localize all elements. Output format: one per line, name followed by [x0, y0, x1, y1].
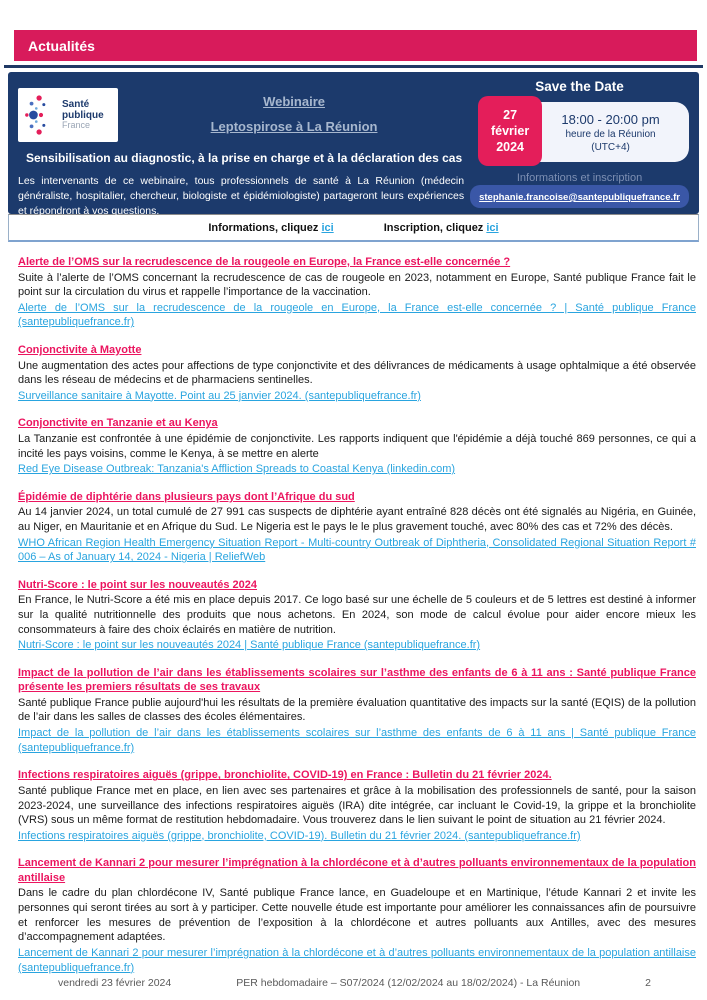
section-header-bar [14, 30, 697, 61]
section-body: La Tanzanie est confrontée à une épidémie de conjonctivite. Les rapports indiquent que l'épidémie a déjà touché 869 personnes, ce qui a incité les pays voisins, comme le Kenya, à se mettre en alerte [18, 432, 696, 460]
page-footer [0, 977, 707, 989]
webinar-title-line2[interactable]: Leptospirose à La Réunion [210, 119, 378, 134]
logo-text-publique: publique [62, 110, 104, 122]
footer-date: vendredi 23 février 2024 [58, 977, 172, 989]
news-section-pollution-air [18, 666, 696, 756]
news-section-rougeole [18, 255, 696, 330]
section-title: Infections respiratoires aiguës (grippe, bronchiolite, COVID-19) en France : Bulletin du 21 février 2024. [18, 769, 552, 782]
save-the-date-label: Save the Date [535, 79, 624, 94]
section-title: Conjonctivite en Tanzanie et au Kenya [18, 417, 218, 430]
banner-right-column [470, 78, 689, 208]
section-body: Santé publique France met en place, en lien avec ses partenaires et grâce à la mobilisation des professionnels de santé, pour la saison 2023-2024, une surveillance des infections respiratoires aiguës (IRA) dite intégrée, car incluant le Covid-19, la grippe et la bronchiolite (VRS) sous un même format de restitution hebdomadaire. Vous trouverez dans le lien suivant le point de situation au 21 février 2024. [18, 784, 696, 827]
section-source-link[interactable]: WHO African Region Health Emergency Situation Report - Multi-country Outbreak of Diphtheria, Consolidated Regional Situation Report # 006 – As of January 14, 2024 - Nigeria | ReliefWeb [18, 536, 696, 564]
inscription-ici-link[interactable]: ici [486, 221, 499, 234]
webinar-utc-offset: (UTC+4) [591, 141, 630, 153]
webinar-banner [8, 72, 699, 218]
webinar-title-line1[interactable]: Webinaire [263, 94, 325, 110]
webinar-subtitle: Sensibilisation au diagnostic, à la prise en charge et à la déclaration des cas [25, 151, 463, 165]
section-source-link[interactable]: Alerte de l’OMS sur la recrudescence de la rougeole en Europe, la France est-elle concernée ? | Santé publique France (santepubliquefrance.fr) [18, 301, 696, 329]
news-section-diphterie [18, 490, 696, 565]
section-source-link[interactable]: Impact de la pollution de l’air dans les établissements scolaires sur l’asthme des enfants de 6 à 11 ans | Santé publique France (santepubliquefrance.fr) [18, 727, 696, 754]
informations-group [208, 222, 333, 234]
footer-page-number: 2 [645, 977, 651, 989]
sante-publique-france-logo [18, 88, 118, 142]
webinar-timezone: heure de la Réunion [565, 128, 656, 140]
section-body: Au 14 janvier 2024, un total cumulé de 27 991 cas suspects de diphtérie ayant entraîné 828 décès ont été signalés au Nigéria, en Guinée, au Niger, en Mauritanie et en Afrique du Sud. Le Nigeria est le pays le le plus gravement touché, avec 80% des cas et 72% des décès. [18, 506, 696, 533]
inscription-group [384, 222, 499, 234]
header-divider [4, 65, 703, 68]
webinar-date-badge [478, 96, 542, 166]
section-source-link[interactable]: Surveillance sanitaire à Mayotte. Point au 25 janvier 2024. (santepubliquefrance.fr) [18, 389, 421, 402]
webinar-time: 18:00 - 20:00 pm [561, 111, 660, 127]
webinar-date-month: février [490, 123, 530, 138]
news-section-conjonctivite-tanzanie [18, 416, 696, 476]
newsletter-page [0, 30, 707, 1000]
section-body: En France, le Nutri-Score a été mis en place depuis 2017. Ce logo basé sur une échelle de 5 couleurs et de 5 lettres est destiné à informer sur la qualité nutritionnelle des produits que nous achetons. En 2024, son mode de calcul évolue pour aider encore mieux les consommateurs à faire des choix éclairés en matière de nutrition. [18, 594, 696, 636]
contact-email-link[interactable]: stephanie.francoise@santepubliquefrance.fr [479, 192, 680, 203]
banner-left-column [18, 78, 470, 218]
logo-dots-icon [24, 92, 58, 138]
news-section-nutriscore [18, 578, 696, 653]
webinar-date-year: 2024 [496, 140, 524, 155]
contact-email-pill [470, 185, 689, 208]
logo-text-sante: Santé [62, 99, 90, 111]
news-section-conjonctivite-mayotte [18, 343, 696, 403]
informations-ici-link[interactable]: ici [321, 221, 334, 234]
page-title: Actualités [28, 37, 95, 54]
section-title: Alerte de l’OMS sur la recrudescence de la rougeole en Europe, la France est-elle concernée ? [18, 256, 511, 268]
section-title: Impact de la pollution de l’air dans les établissements scolaires sur l’asthme des enfants de 6 à 11 ans : Santé publique France présente les premiers résultats de ses travaux [18, 666, 696, 694]
footer-document-title: PER hebdomadaire – S07/2024 (12/02/2024 au 18/02/2024) - La Réunion [236, 977, 581, 989]
logo-text-france: France [62, 120, 91, 131]
news-section-infections-respiratoires [18, 768, 696, 843]
section-body: Santé publique France publie aujourd'hui les résultats de la première évaluation quantitative des impacts sur la santé (EQIS) de la pollution de l’air dans les salles de classes des écoles élémentaires. [18, 696, 696, 724]
webinar-date-day: 27 [503, 107, 518, 122]
section-title: Nutri-Score : le point sur les nouveautés 2024 [18, 578, 258, 591]
date-time-card [470, 99, 689, 164]
news-section-kannari [18, 856, 696, 975]
section-body: Suite à l’alerte de l’OMS concernant la recrudescence de cas de rougeole en 2023, notamment en Europe, Santé publique France fait le point sur la circulation du virus et rappelle l’importance de la vaccination. [18, 271, 696, 299]
section-title: Lancement de Kannari 2 pour mesurer l’imprégnation à la chlordécone et à d’autres polluants environnementaux de la population antillaise [18, 857, 696, 884]
informations-text: Informations, cliquez [208, 221, 322, 234]
section-title: Conjonctivite à Mayotte [18, 344, 142, 357]
section-title: Épidémie de diphtérie dans plusieurs pays dont l’Afrique du sud [18, 490, 355, 503]
section-source-link[interactable]: Lancement de Kannari 2 pour mesurer l’imprégnation à la chlordécone et à d’autres polluants environnementaux de la population antillaise (santepubliquefrance.fr) [18, 946, 696, 974]
section-body: Une augmentation des actes pour affections de type conjonctivite et des délivrances de médicaments à usage ophtalmique a été observée dans les réseau de médecins et de pharmaciens sentinelles. [18, 359, 696, 387]
section-body: Dans le cadre du plan chlordécone IV, Santé publique France lance, en Guadeloupe et en Martinique, l’étude Kannari 2 et invite les personnes qui seront tirées au sort à y participer. Cette nouvelle étude est importante pour améliorer les connaissances afin de poursuivre et renforcer les mesures de prévention de l’exposition à la chlordécone et autres polluants aux Antilles, avec des mesures d’accompagnement adaptées. [18, 887, 696, 944]
webinar-title-block [118, 90, 470, 140]
webinar-description: Les intervenants de ce webinaire, tous professionnels de santé à La Réunion (médecin généraliste, hospitalier, chercheur, biologiste et épidémiologiste) partageront leurs expériences et répondront à vos questions. [18, 175, 465, 218]
section-source-link[interactable]: Infections respiratoires aiguës (grippe, bronchiolite, COVID-19). Bulletin du 21 février 2024. (santepubliquefrance.fr) [18, 829, 581, 842]
contact-label: Informations et inscription [516, 172, 643, 184]
section-source-link[interactable]: Red Eye Disease Outbreak: Tanzania's Affliction Spreads to Coastal Kenya (linkedin.com) [18, 463, 456, 476]
inscription-text: Inscription, cliquez [383, 221, 487, 234]
section-source-link[interactable]: Nutri-Score : le point sur les nouveautés 2024 | Santé publique France (santepubliquefrance.fr) [18, 639, 481, 652]
news-sections [18, 255, 696, 975]
